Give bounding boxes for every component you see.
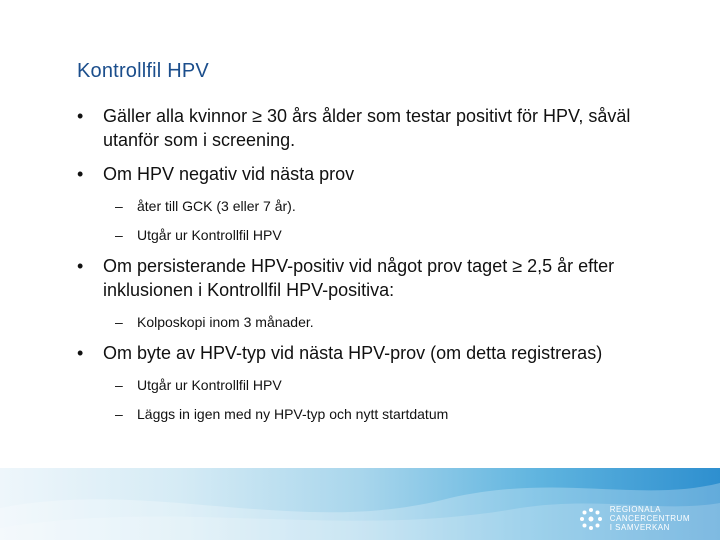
bullet-list <box>77 104 677 433</box>
bullet-item <box>77 341 677 365</box>
sub-bullet-text: Läggs in igen med ny HPV-typ och nytt startdatum <box>137 406 449 422</box>
bullet-item <box>77 162 677 186</box>
bullet-text: Om byte av HPV-typ vid nästa HPV-prov (om detta registreras) <box>103 343 603 363</box>
dash-marker: – <box>115 227 123 243</box>
bullet-text: Om HPV negativ vid nästa prov <box>103 164 355 184</box>
dash-marker: – <box>115 377 123 393</box>
slide-title: Kontrollfil HPV <box>77 60 209 82</box>
dash-marker: – <box>115 198 123 214</box>
bullet-marker: • <box>77 343 84 363</box>
dash-marker: – <box>115 406 123 422</box>
sub-bullet-item <box>77 375 677 395</box>
sub-bullet-item <box>77 196 677 216</box>
bullet-item <box>77 254 677 302</box>
sub-bullet-text: Utgår ur Kontrollfil HPV <box>137 377 282 393</box>
bullet-text: Om persisterande HPV-positiv vid något prov taget ≥ 2,5 år efter inklusionen i Kontrollfil HPV-positiva: <box>103 256 615 300</box>
sub-bullet-item <box>77 312 677 332</box>
bullet-marker: • <box>77 164 84 184</box>
sub-bullet-text: åter till GCK (3 eller 7 år). <box>137 198 296 214</box>
rcc-dots-icon <box>578 506 604 532</box>
logo-line: CANCERCENTRUM <box>609 514 690 523</box>
footer-band <box>0 468 720 540</box>
bullet-text: Gäller alla kvinnor ≥ 30 års ålder som testar positivt för HPV, såväl utanför som i screening. <box>103 106 631 150</box>
sub-bullet-text: Utgår ur Kontrollfil HPV <box>137 227 282 243</box>
bullet-marker: • <box>77 256 84 276</box>
dash-marker: – <box>115 314 123 330</box>
bullet-item <box>77 104 677 152</box>
bullet-marker: • <box>77 106 84 126</box>
logo-line: I SAMVERKAN <box>609 523 670 532</box>
sub-bullet-text: Kolposkopi inom 3 månader. <box>137 314 314 330</box>
sub-bullet-item <box>77 225 677 245</box>
sub-bullet-item <box>77 404 677 424</box>
rcc-logo <box>578 505 690 532</box>
rcc-logo-text <box>610 505 690 532</box>
logo-line: REGIONALA <box>609 505 661 514</box>
